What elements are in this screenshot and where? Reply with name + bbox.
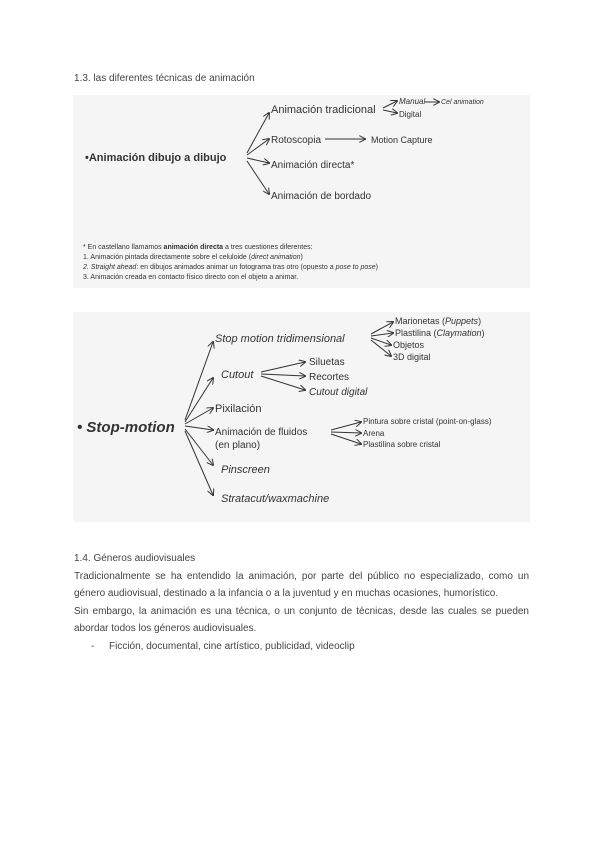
arrow-to-marionetas bbox=[371, 322, 393, 334]
branch-pinscreen: Pinscreen bbox=[221, 464, 270, 476]
arrow-to-plastilina bbox=[371, 333, 393, 336]
arrow-to-recortes bbox=[261, 374, 305, 376]
diagram1-svg bbox=[73, 95, 530, 288]
arrow-to-plastilina-cristal bbox=[331, 434, 361, 444]
section-1-4-title: 1.4. Géneros audiovisuales bbox=[74, 553, 196, 564]
note-2: 2. Straight ahead: en dibujos animados animar un fotograma tras otro (opuesto a pose to pose) bbox=[83, 264, 378, 271]
branch-pixilacion: Pixilación bbox=[215, 403, 262, 415]
leaf-marionetas: Marionetas (Puppets) bbox=[395, 316, 482, 326]
section-1-4 bbox=[74, 550, 529, 655]
stop-motion-diagram bbox=[73, 312, 530, 522]
note-3: 3. Animación creada en contacto físico directo con el objeto a animar. bbox=[83, 274, 299, 281]
leaf-manual: Manual bbox=[399, 97, 426, 106]
branch-bordado: Animación de bordado bbox=[271, 191, 372, 202]
section-1-3-title: 1.3. las diferentes técnicas de animación bbox=[74, 73, 255, 84]
arrow-to-cutout-digital bbox=[261, 376, 305, 390]
leaf-3d-digital: 3D digital bbox=[393, 352, 431, 362]
animation-techniques-diagram bbox=[73, 95, 530, 288]
paragraph-1: Tradicionalmente se ha entendido la animación, por parte del público no especializado, como un género audiovisual, destinado a la infancia o a la juventud y en muchas ocasiones, humorístico. bbox=[74, 570, 529, 599]
leaf-siluetas: Siluetas bbox=[309, 357, 345, 368]
root-dibujo: •Animación dibujo a dibujo bbox=[85, 152, 227, 164]
leaf-plastilina: Plastilina (Claymation) bbox=[395, 328, 485, 338]
paragraph-2: Sin embargo, la animación es una técnica, o un conjunto de técnicas, desde las cuales se pueden abordar todos los géneros audiovisuales. bbox=[74, 605, 529, 634]
arrow-to-cutout bbox=[185, 378, 213, 422]
arrow-to-3d-digital bbox=[371, 340, 391, 356]
arrow-to-directa bbox=[247, 158, 269, 163]
branch-cutout: Cutout bbox=[221, 369, 254, 381]
arrow-to-manual bbox=[383, 101, 397, 108]
leaf-pintura-cristal: Pintura sobre cristal (point-on-glass) bbox=[363, 417, 492, 426]
leaf-arena: Arena bbox=[363, 429, 385, 438]
leaf-cutout-digital: Cutout digital bbox=[309, 387, 368, 398]
note-1: 1. Animación pintada directamente sobre el celuloide (direct animation) bbox=[83, 254, 303, 261]
arrow-to-bordado bbox=[247, 161, 269, 194]
arrow-to-3d bbox=[185, 342, 213, 420]
arrow-to-siluetas bbox=[261, 362, 305, 372]
leaf-motion-capture: Motion Capture bbox=[371, 135, 433, 145]
arrow-to-digital bbox=[383, 110, 397, 113]
root-stop-motion: • Stop-motion bbox=[77, 419, 175, 436]
list-item: - Ficción, documental, cine artístico, publicidad, videoclip bbox=[91, 640, 355, 652]
arrow-to-objetos bbox=[371, 338, 391, 345]
genres-list bbox=[74, 638, 529, 656]
arrow-to-arena bbox=[331, 432, 361, 433]
arrow-to-stratacut bbox=[185, 431, 213, 495]
leaf-recortes: Recortes bbox=[309, 372, 350, 383]
arrow-to-pinscreen bbox=[185, 429, 213, 465]
diagram2-svg bbox=[73, 312, 530, 522]
leaf-plastilina-cristal: Plastilina sobre cristal bbox=[363, 440, 441, 449]
branch-directa: Animación directa* bbox=[271, 160, 355, 171]
note-intro: * En castellano llamamos animación directa a tres cuestiones diferentes: bbox=[83, 244, 313, 251]
branch-fluidos-line1: Animación de fluidos bbox=[215, 427, 308, 438]
branch-tradicional: Animación tradicional bbox=[271, 104, 376, 116]
leaf-cel-animation: Cel animation bbox=[441, 99, 484, 106]
arrow-to-pintura bbox=[331, 422, 361, 430]
branch-rotoscopia: Rotoscopia bbox=[271, 135, 322, 146]
branch-stratacut: Stratacut/waxmachine bbox=[221, 493, 330, 505]
leaf-objetos: Objetos bbox=[393, 340, 425, 350]
arrow-to-fluidos bbox=[185, 426, 213, 430]
branch-3d: Stop motion tridimensional bbox=[215, 333, 345, 345]
leaf-digital: Digital bbox=[399, 110, 422, 119]
branch-fluidos-line2: (en plano) bbox=[215, 440, 261, 451]
